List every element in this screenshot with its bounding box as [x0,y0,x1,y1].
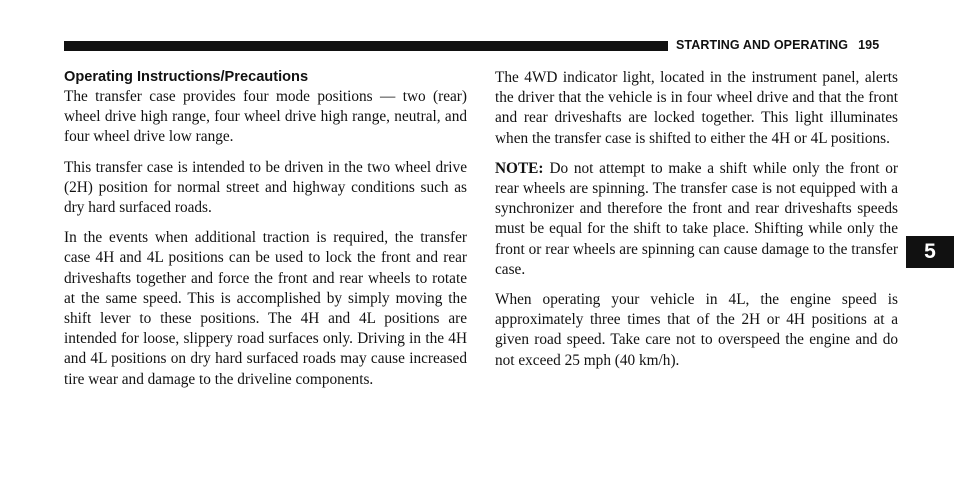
paragraph-indicator-light: The 4WD indicator light, located in the instrument panel, alerts the driver that the vehicle is in four wheel drive and that the front and rear driveshafts are locked together. This light illuminates when the transfer case is shifted to either the 4H or 4L positions. [495,69,898,147]
note-label: NOTE: [495,159,544,177]
paragraph-two-wheel-drive: This transfer case is intended to be driven in the two wheel drive (2H) position for normal street and highway conditions such as dry hard surfaced roads. [64,158,467,217]
header-rule [64,41,668,51]
paragraph-engine-speed: When operating your vehicle in 4L, the engine speed is approximately three times that of the 2H or 4H positions at a given road speed. Take care not to overspeed the engine and do not exceed 25 mph (40 km/h). [495,291,898,369]
section-title: STARTING AND OPERATING [676,38,849,52]
paragraph-mode-positions: The transfer case provides four mode positions — two (rear) wheel drive high range, four wheel drive high range, neutral, and four wheel drive low range. [64,88,467,146]
note-text: Do not attempt to make a shift while only the front or rear wheels are spinning. The transfer case is not equipped with a synchronizer and therefore the front and rear driveshafts speeds must be equal for the shift to take place. Shifting while only the front or rear wheels are spinning can cause damage to the transfer case. [495,159,898,278]
section-heading: Operating Instructions/Precautions [64,69,309,85]
running-header [676,38,879,52]
page-number: 195 [858,38,880,52]
right-column [495,68,898,381]
paragraph-additional-traction: In the events when additional traction is required, the transfer case 4H and 4L positions can be used to lock the front and rear driveshafts together and force the front and rear wheels to rotate at the same speed. This is accomplished by simply moving the shift lever to these positions. The 4H and 4L positions are intended for loose, slippery road surfaces only. Driving in the 4H and 4L positions on dry hard surfaced roads may cause increased tire wear and damage to the driveline components. [64,229,467,388]
note-paragraph [495,159,898,280]
chapter-tab: 5 [906,236,954,268]
left-column [64,68,467,400]
